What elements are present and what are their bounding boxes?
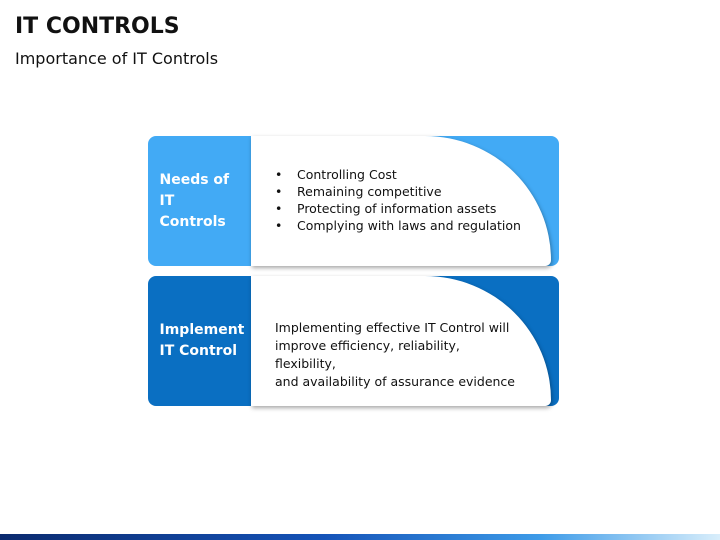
bullet-item: • Complying with laws and regulation <box>275 217 521 234</box>
needs-card-content <box>251 136 551 266</box>
bullet-item: • Protecting of information assets <box>275 200 521 217</box>
implement-card-content <box>251 276 551 406</box>
bullet-item: • Remaining competitive <box>275 183 521 200</box>
implement-card-label <box>148 276 251 406</box>
implement-label-line2: IT Control <box>159 343 238 359</box>
implement-description <box>275 319 515 391</box>
footer-gradient-bar <box>0 534 720 540</box>
needs-card-label <box>148 136 251 266</box>
slide-title: IT CONTROLS <box>15 14 180 39</box>
needs-label-line1: Needs of IT <box>159 171 230 209</box>
implement-text-line2: improve efficiency, reliability, flexibility, <box>275 338 460 371</box>
implement-text-line1: Implementing effective IT Control will <box>275 320 510 335</box>
implement-card <box>148 276 559 406</box>
bullet-item: • Controlling Cost <box>275 166 521 183</box>
needs-bullet-list <box>275 166 521 234</box>
implement-label-line1: Implement <box>159 322 245 338</box>
slide-subtitle: Importance of IT Controls <box>15 49 219 68</box>
needs-label-line2: Controls <box>159 213 226 230</box>
implement-text-line3: and availability of assurance evidence <box>275 374 515 389</box>
needs-card <box>148 136 559 266</box>
